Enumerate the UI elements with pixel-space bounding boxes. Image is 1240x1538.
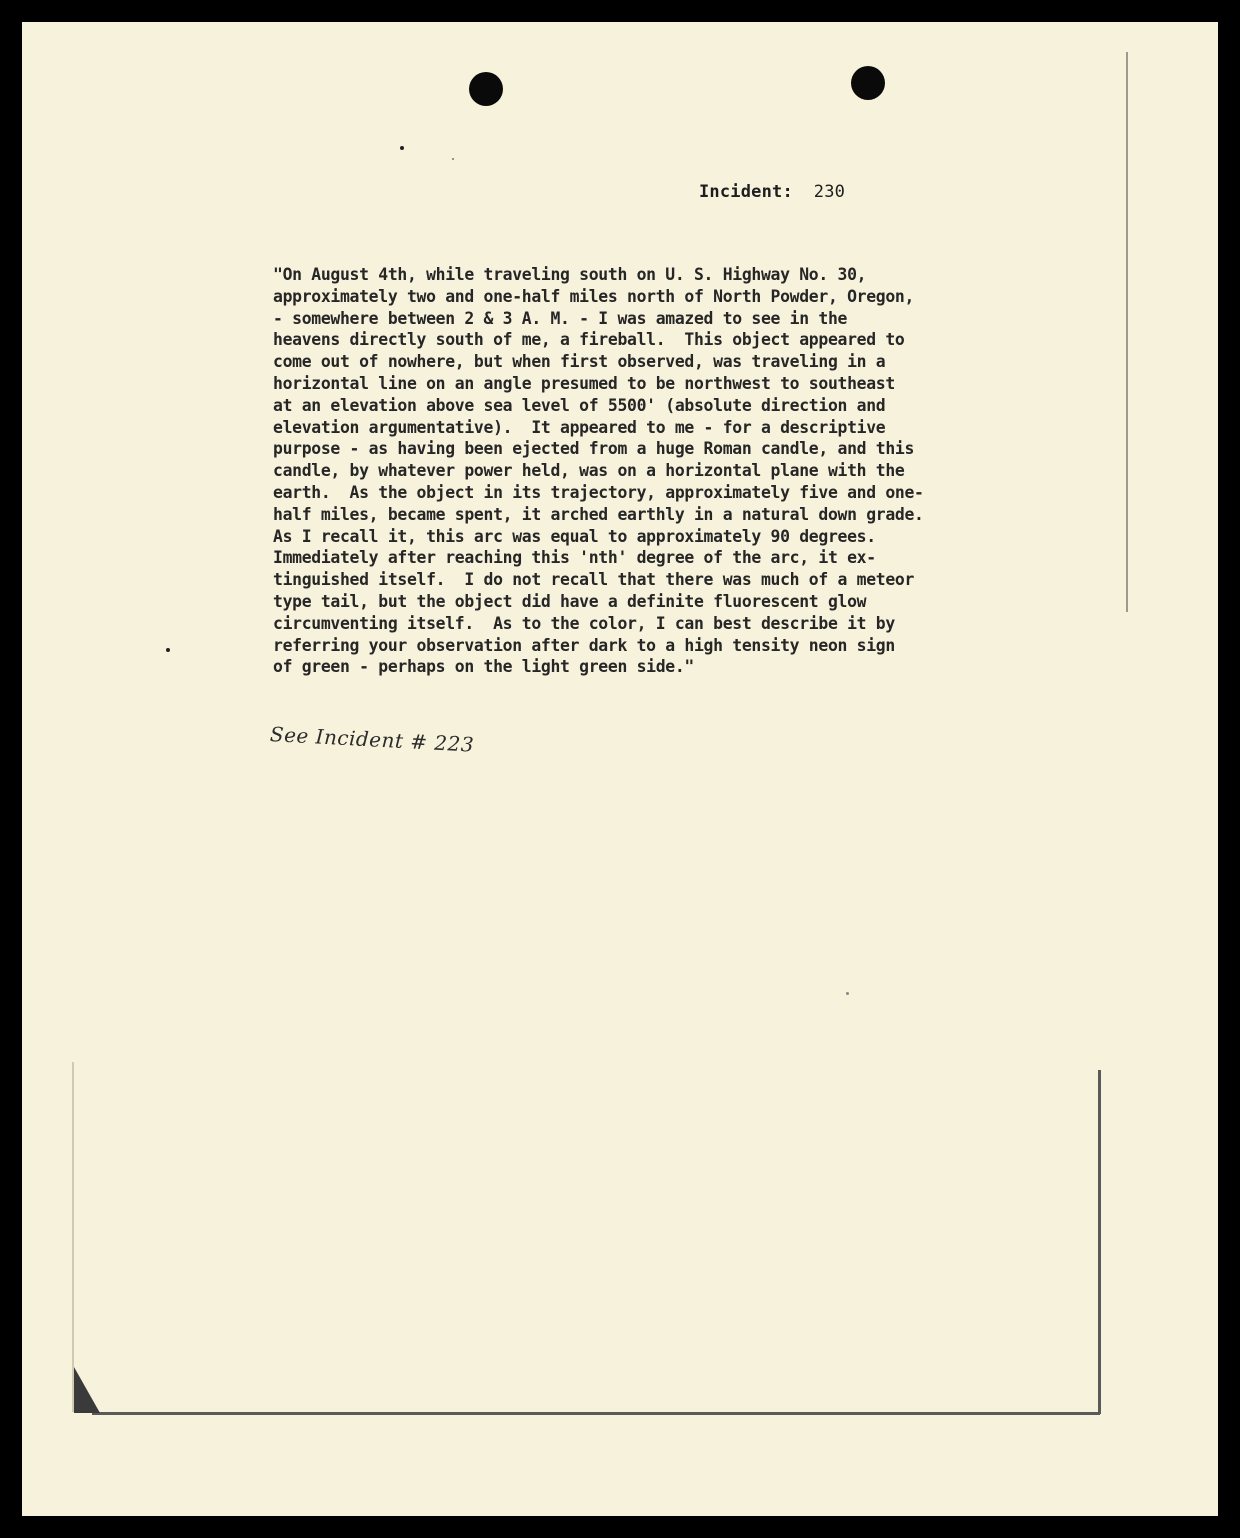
- statement-line: As I recall it, this arc was equal to approximately 90 degrees.: [273, 526, 876, 546]
- statement-line: type tail, but the object did have a definite fluorescent glow: [273, 591, 867, 611]
- statement-line: approximately two and one-half miles north of North Powder, Oregon,: [273, 286, 915, 306]
- statement-line: elevation argumentative). It appeared to me - for a descriptive: [273, 417, 886, 437]
- speck: [846, 992, 849, 995]
- statement-line: candle, by whatever power held, was on a horizontal plane with the: [273, 461, 905, 481]
- statement-line: come out of nowhere, but when first observed, was traveling in a: [273, 352, 886, 372]
- statement-line: Immediately after reaching this 'nth' degree of the arc, it ex-: [273, 548, 876, 568]
- punch-hole-left: [469, 72, 503, 106]
- statement-line: half miles, became spent, it arched earthly in a natural down grade.: [273, 504, 924, 524]
- statement-line: - somewhere between 2 & 3 A. M. - I was amazed to see in the: [273, 308, 848, 328]
- statement-line: at an elevation above sea level of 5500' (absolute direction and: [273, 395, 886, 415]
- speck: [452, 158, 454, 160]
- statement-line: "On August 4th, while traveling south on U. S. Highway No. 30,: [273, 265, 867, 284]
- statement-line: circumventing itself. As to the color, I can best describe it by: [273, 613, 895, 633]
- statement-line: purpose - as having been ejected from a huge Roman candle, and this: [273, 439, 915, 459]
- statement-line: tinguished itself. I do not recall that there was much of a meteor: [273, 570, 915, 590]
- page-edge-line: [92, 1412, 1100, 1415]
- page-edge-line: [72, 1062, 74, 1412]
- handwritten-note: See Incident # 223: [269, 722, 475, 757]
- statement-line: referring your observation after dark to a high tensity neon sign: [273, 635, 895, 655]
- statement-line: heavens directly south of me, a fireball. This object appeared to: [273, 330, 905, 350]
- document-page: [22, 22, 1218, 1516]
- speck: [400, 146, 404, 150]
- statement-line: horizontal line on an angle presumed to be northwest to southeast: [273, 373, 895, 393]
- page-corner-fold: [74, 1367, 100, 1413]
- statement-line: earth. As the object in its trajectory, approximately five and one-: [273, 482, 924, 502]
- witness-statement: [273, 264, 1033, 678]
- punch-hole-right: [851, 66, 885, 100]
- statement-line: of green - perhaps on the light green side.": [273, 657, 694, 677]
- page-edge-line: [1126, 52, 1128, 612]
- incident-label: Incident:: [699, 182, 793, 202]
- incident-number: 230: [813, 182, 846, 202]
- page-edge-line: [1098, 1070, 1101, 1414]
- speck: [166, 648, 170, 652]
- incident-heading: [699, 182, 845, 202]
